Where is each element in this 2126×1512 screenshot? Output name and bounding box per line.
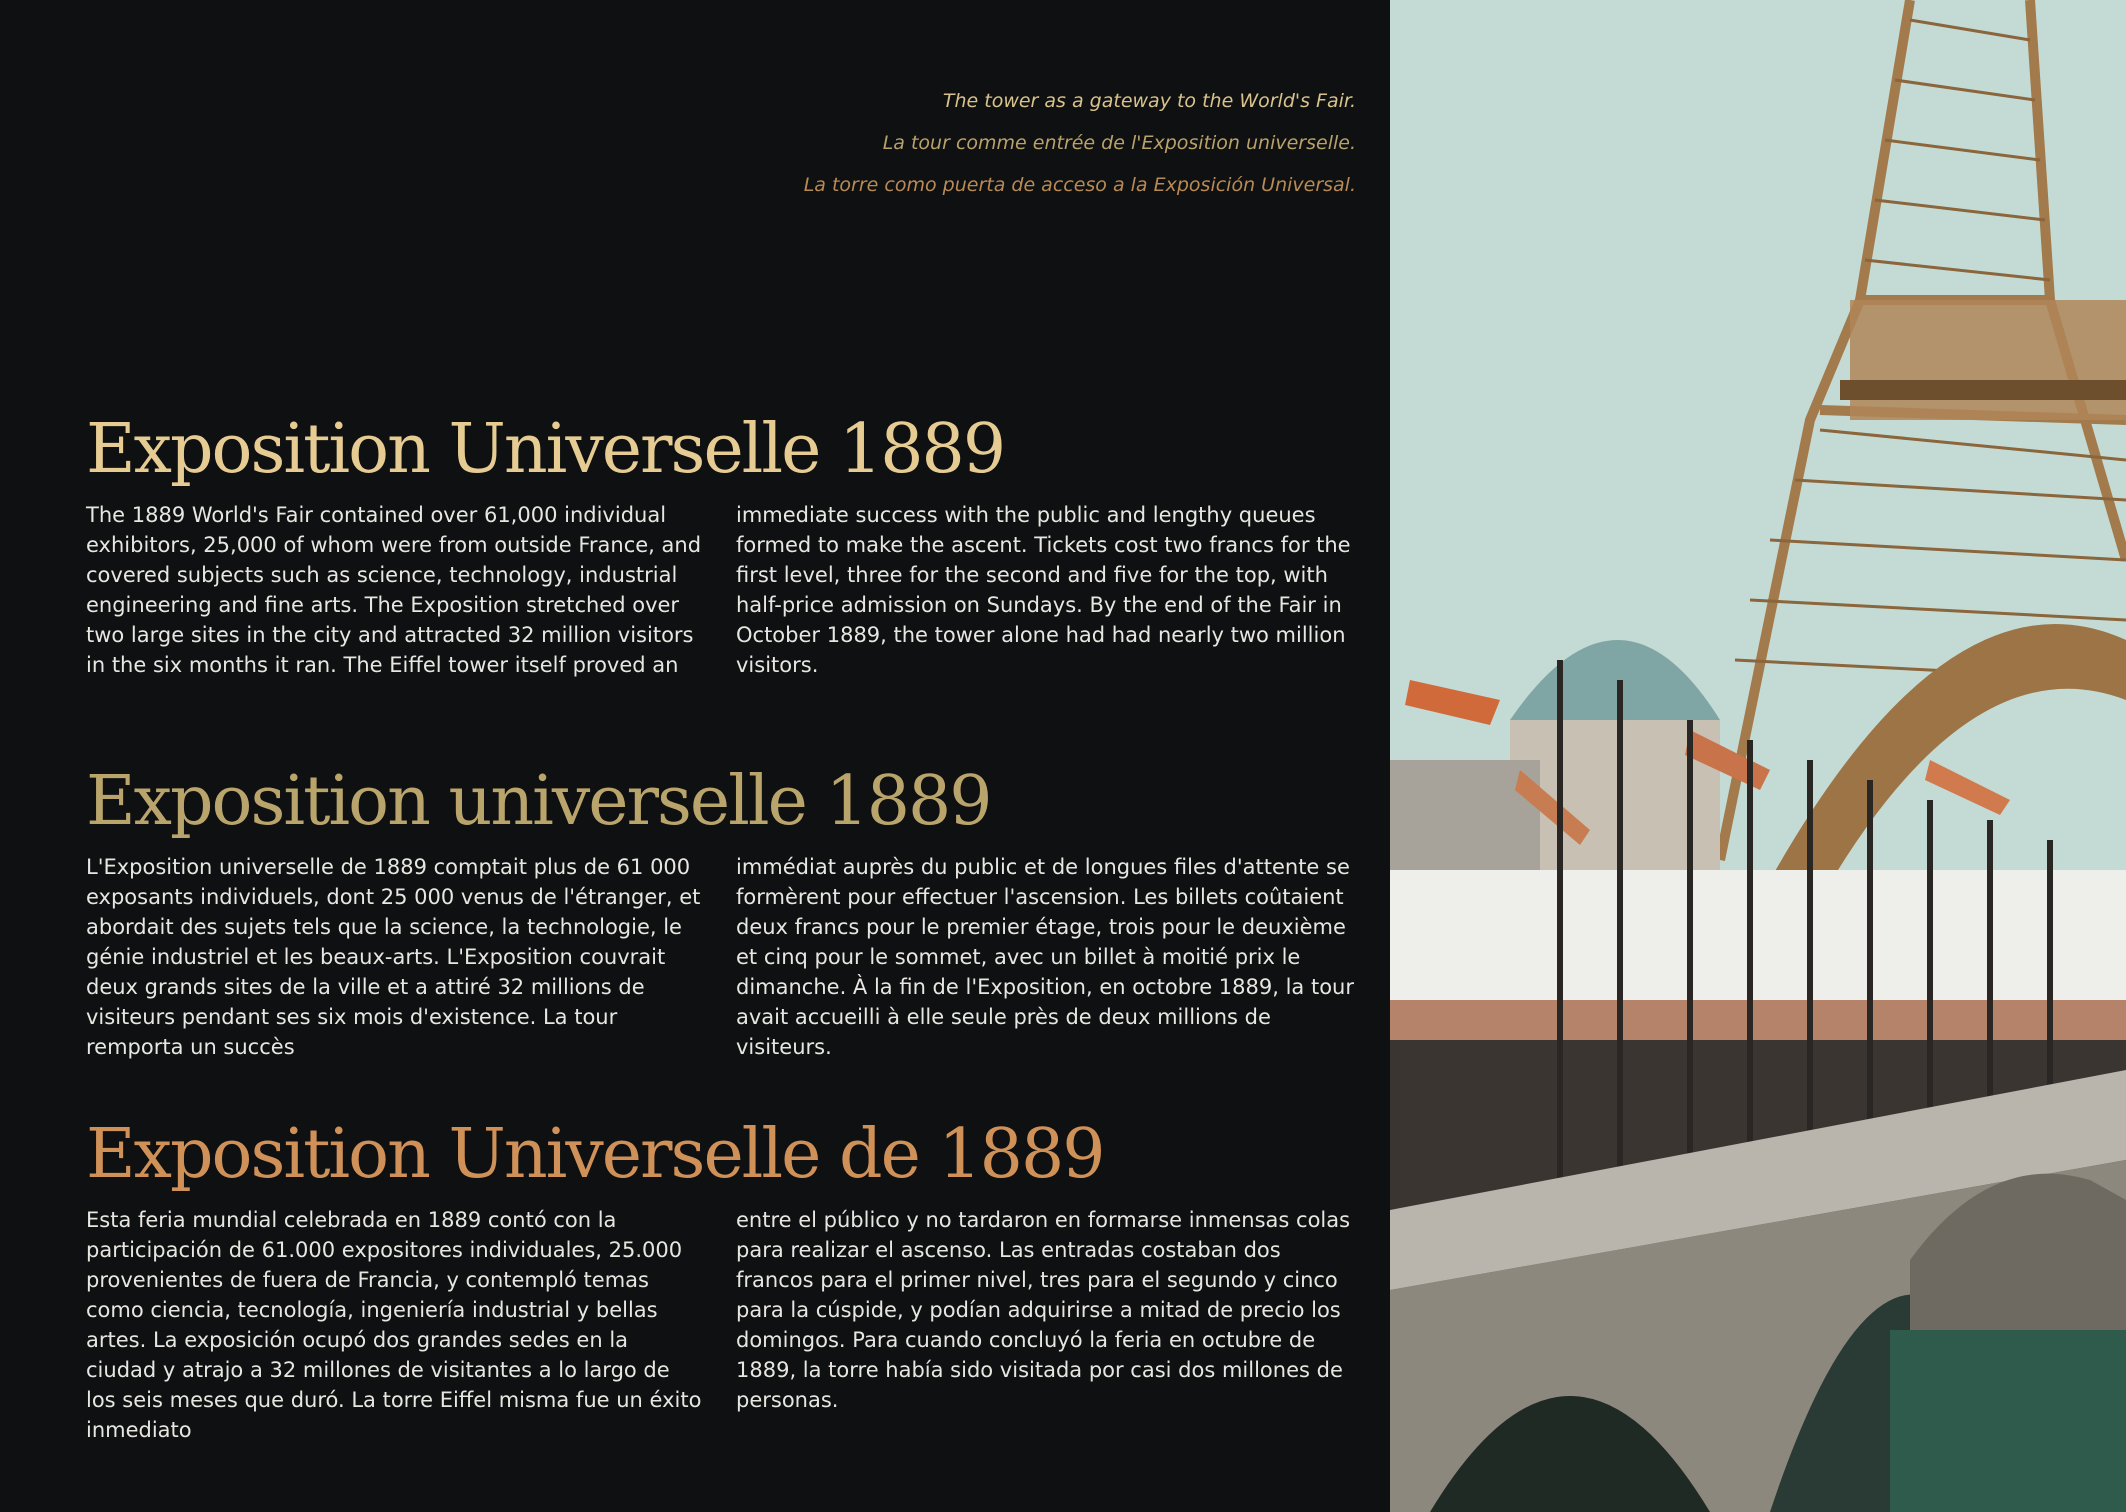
section-columns	[86, 500, 1356, 680]
section-french	[86, 760, 1356, 1062]
section-title: Exposition Universelle de 1889	[86, 1115, 1104, 1194]
column-right: immediate success with the public and lengthy queues formed to make the ascent. Tickets cost two francs for the first level, three for the second and five for the top, with half-price admission on Sundays. By the end of the Fair in October 1889, the tower alone had had nearly two million visitors.	[736, 503, 1351, 677]
caption-spanish: La torre como puerta de acceso a la Exposición Universal.	[803, 174, 1356, 196]
section-english	[86, 408, 1356, 680]
section-spanish	[86, 1113, 1356, 1445]
column-right: immédiat auprès du public et de longues files d'attente se formèrent pour effectuer l'ascension. Les billets coûtaient deux francs pour le premier étage, trois pour le deuxième et cinq pour le sommet, avec un billet à moitié prix le dimanche. À la fin de l'Exposition, en octobre 1889, la tour avait accueilli à elle seule près de deux millions de visiteurs.	[736, 855, 1354, 1059]
column-right: entre el público y no tardaron en formarse inmensas colas para realizar el ascenso. Las entradas costaban dos francos para el primer nivel, tres para el segundo y cinco para la cúspide, y podían adquirirse a mitad de precio los domingos. Para cuando concluyó la feria en octubre de 1889, la torre había sido visitada por casi dos millones de personas.	[736, 1208, 1351, 1412]
eiffel-tower-photo	[1390, 0, 2126, 1512]
column-left: L'Exposition universelle de 1889 comptait plus de 61 000 exposants individuels, dont 25 000 venus de l'étranger, et abordait des sujets tels que la science, la technologie, le génie industriel et les beaux-arts. L'Exposition couvrait deux grands sites de la ville et a attiré 32 millions de visiteurs pendant ses six mois d'existence. La tour remporta un succès	[86, 855, 701, 1059]
column-left: The 1889 World's Fair contained over 61,000 individual exhibitors, 25,000 of whom were from outside France, and covered subjects such as science, technology, industrial engineering and fine arts. The Exposition stretched over two large sites in the city and attracted 32 million visitors in the six months it ran. The Eiffel tower itself proved an	[86, 503, 702, 677]
section-columns	[86, 852, 1356, 1062]
section-title: Exposition Universelle 1889	[86, 410, 1005, 489]
caption-english: The tower as a gateway to the World's Fair.	[942, 90, 1356, 112]
section-columns	[86, 1205, 1356, 1445]
section-title: Exposition universelle 1889	[86, 762, 991, 841]
eiffel-tower-photo-icon	[1390, 0, 2126, 1512]
caption-french: La tour comme entrée de l'Exposition universelle.	[882, 132, 1356, 154]
column-left: Esta feria mundial celebrada en 1889 contó con la participación de 61.000 expositores individuales, 25.000 provenientes de fuera de Francia, y contempló temas como ciencia, tecnología, ingeniería industrial y bellas artes. La exposición ocupó dos grandes sedes en la ciudad y atrajo a 32 millones de visitantes a lo largo de los seis meses que duró. La torre Eiffel misma fue un éxito inmediato	[86, 1208, 702, 1442]
caption-block	[456, 80, 1356, 206]
